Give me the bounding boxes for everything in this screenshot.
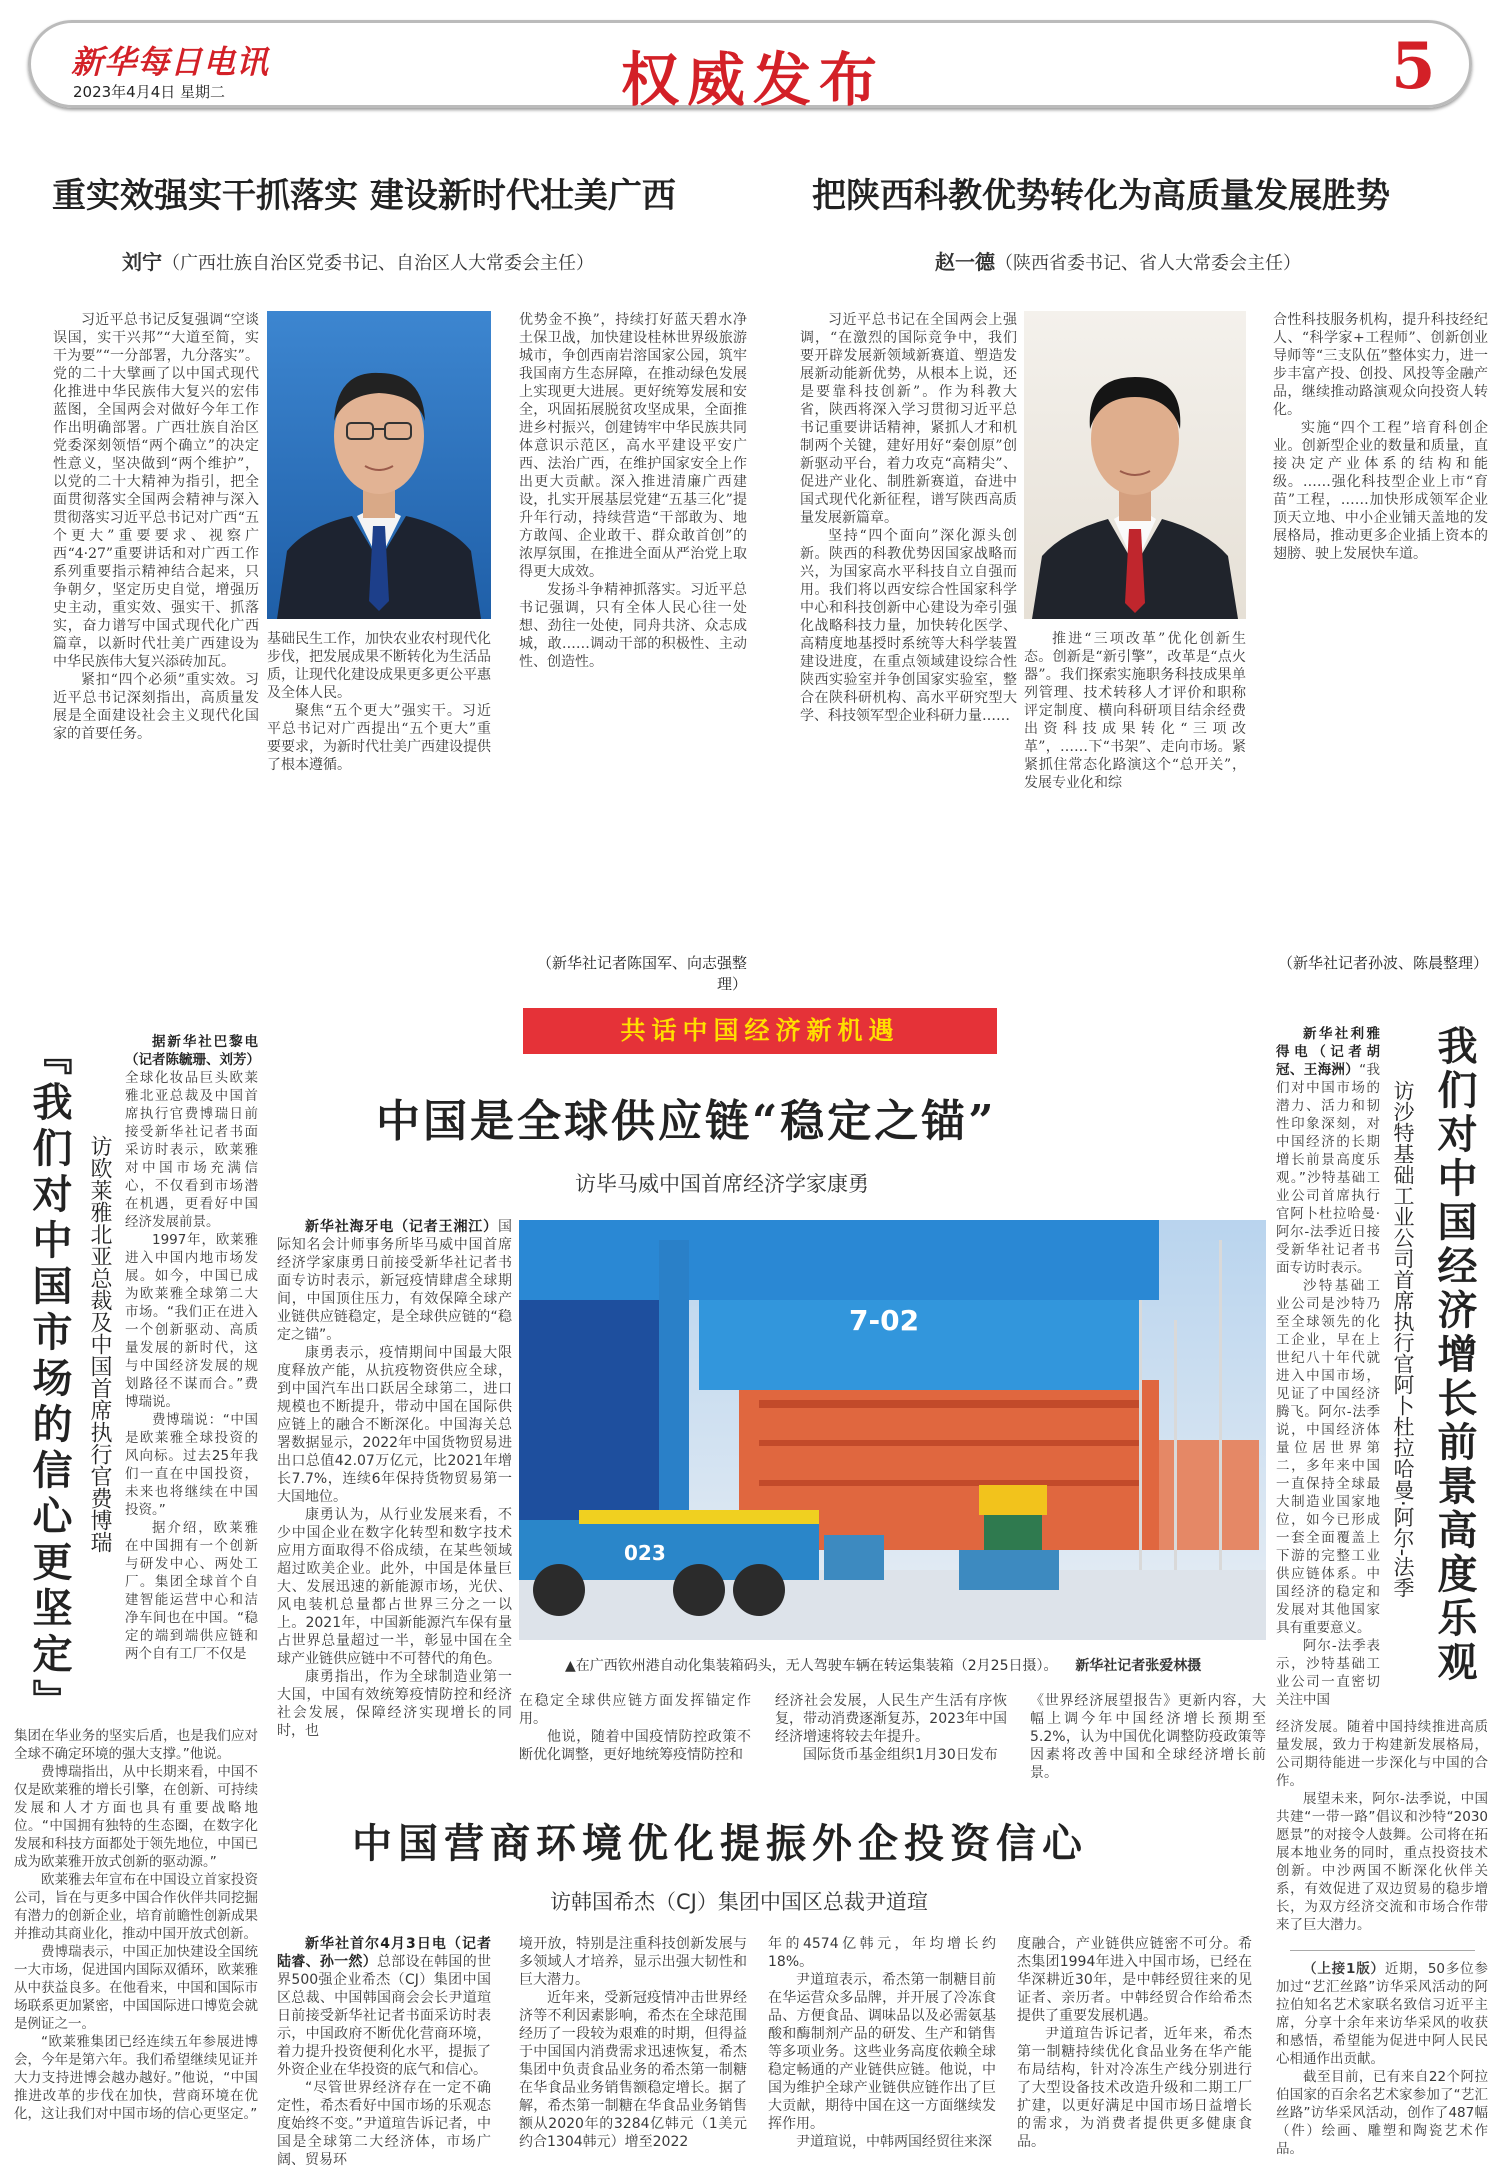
article-column	[1030, 1692, 1266, 1781]
continued-article	[1276, 1960, 1488, 2160]
article-column	[14, 1727, 258, 2157]
byline-guangxi	[122, 246, 594, 275]
vehicle-number-text: 023	[624, 1541, 666, 1565]
paragraph: 紧扣“四个必须”重实效。习近平总书记深刻指出，高质量发展是全面建设社会主义现代化国家的首要任务。	[53, 672, 259, 742]
article-subtitle-sabic: 访沙特基础工业公司首席执行官阿卜杜拉哈曼·阿尔-法季	[1391, 1080, 1415, 1599]
paragraph-text: 国际知名会计师事务所毕马威中国首席经济学家康勇日前接受新华社记者书面专访时表示，新冠疫情肆虐全球期间，中国顶住压力，有效保障全球产业链供应链稳定，是全球供应链的“稳定之锚”。	[277, 1219, 512, 1343]
article-subtitle-kpmg: 访毕马威中国首席经济学家康勇	[575, 1172, 869, 1196]
article-column	[1276, 1718, 1488, 1933]
paragraph: 展望未来，阿尔-法季说，中国共建“一带一路”倡议和沙特“2030愿景”的对接令人鼓舞。公司将在拓展本地业务的同时，重点投资技术创新。中沙两国不断深化伙伴关系，有效促进了双边贸易的稳步增长，为双方经济交流和市场合作带来了巨大潜力。	[1276, 1791, 1488, 1933]
paragraph: 尹道瑄表示，希杰第一制糖目前在华运营众多品牌，并开展了冷冻食品、方便食品、调味品以及必需氨基酸和酶制剂产品的研发、生产和销售等多项业务。这些业务高度依赖全球稳定畅通的产业链供应链。他说，中国为维护全球产业链供应链作出了巨大贡献，期待中国在这一方面继续发挥作用。	[768, 1972, 996, 2132]
article-title-kpmg: 中国是全球供应链“稳定之锚”	[376, 1096, 997, 1147]
paragraph-text: 全球化妆品巨头欧莱雅北亚总裁及中国首席执行官费博瑞日前接受新华社记者书面采访时表示，欧莱雅对中国市场充满信心，不仅看到市场潜在机遇，更看好中国经济发展前景。	[125, 1070, 258, 1230]
paragraph: 费博瑞说：“中国是欧莱雅全球投资的风向标。过去25年我们一直在中国投资，未来也将继续在中国投资。”	[125, 1412, 258, 1518]
article-column	[519, 311, 747, 947]
article-column	[768, 1935, 996, 2161]
article-column	[267, 630, 491, 975]
feature-banner: 共话中国经济新机遇	[523, 1008, 997, 1054]
article-column	[1024, 630, 1246, 975]
paragraph-text: 近期，50多位参加过“艺汇丝路”访华采风活动的阿拉伯知名艺术家联名致信习近平主席，分享十余年来访华采风的收获和感悟，希望能为促进中阿人民民心相通作出贡献。	[1276, 1961, 1488, 2067]
issue-date: 2023年4月4日 星期二	[73, 83, 226, 101]
photo-caption	[565, 1655, 1201, 1675]
paragraph: 近年来，受新冠疫情冲击世界经济等不利因素影响，希杰在全球范围经历了一段较为艰难的时期，但得益于中国国内消费需求迅速恢复，希杰集团中负责食品业务的希杰第一制糖在华食品业务销售额稳定增长。据了解，希杰第一制糖在华食品业务销售额从2020年的3284亿韩元（1美元约合1304韩元）增至2022	[519, 1990, 747, 2150]
dateline: 据新华社巴黎电（记者陈毓珊、刘芳）	[125, 1034, 260, 1068]
continued-label: （上接1版）	[1303, 1961, 1385, 1977]
dateline: 新华社首尔4月3日电（记者陆睿、孙一然）	[277, 1936, 491, 1970]
paragraph: 坚持“四个面向”深化源头创新。陕西的科教优势因国家战略而兴，为国家高水平科技自立自强而用。我们将以西安综合性国家科学中心和科技创新中心建设为牵引强化战略科技力量，加快转化医学、高精度地基授时系统等大科学装置建设进度，在重点领域建设综合性陕西实验室并争创国家实验室，整合在陕科研机构、高水平研究型大学、科技领军型企业科研力量……	[800, 528, 1017, 724]
paragraph: 聚焦“五个更大”强实干。习近平总书记对广西提出“五个更大”重要要求，为新时代壮美广西建设提供了根本遵循。	[267, 703, 491, 773]
article-column	[53, 311, 259, 975]
crane-sign-text: 7-02	[849, 1304, 920, 1337]
paragraph: 费博瑞表示，中国正加快建设全国统一大市场，促进国内国际双循环，欧莱雅从中获益良多。在他看来，中国和国际市场联系更加紧密，中国国际进口博览会就是例证之一。	[14, 1944, 258, 2032]
paragraph: 截至目前，已有来自22个阿拉伯国家的百余名艺术家参加了“艺汇丝路”访华采风活动，创作了487幅（件）绘画、雕塑和陶瓷艺术作品。	[1276, 2069, 1488, 2157]
paragraph: 实施“四个工程”培育科创企业。创新型企业的数量和质量，直接决定产业体系的结构和能级。……强化科技型企业上市“育苗”工程，……加快形成领军企业顶天立地、中小企业铺天盖地的发展格局，推动更多企业插上资本的翅膀、驶上发展快车道。	[1273, 420, 1488, 562]
article-column	[277, 1218, 512, 1778]
author-title: （陕西省委书记、省人大常委会主任）	[995, 253, 1301, 274]
photo-credit: 新华社记者张爱林摄	[1075, 1658, 1202, 1674]
paragraph: 在稳定全球供应链方面发挥锚定作用。	[519, 1693, 751, 1727]
paragraph: 尹道瑄告诉记者，近年来，希杰第一制糖持续优化食品业务在华产能布局结构，针对冷冻生产线分别进行了大型设备技术改造升级和二期工厂扩建，以更好满足中国市场日益增长的需求，为消费者提供更多健康食品。	[1017, 2026, 1252, 2150]
article-column	[1273, 311, 1488, 947]
portrait-photo-liu-ning	[267, 311, 491, 619]
page-number: 5	[1391, 29, 1436, 104]
portrait-photo-zhao-yide	[1024, 311, 1246, 619]
caption-text: ▲在广西钦州港自动化集装箱码头，无人驾驶车辆在转运集装箱（2月25日摄）。	[565, 1658, 1058, 1674]
paragraph: 境开放，特别是注重科技创新发展与多领域人才培养，显示出强大韧性和巨大潜力。	[519, 1936, 747, 1988]
paragraph: 基础民生工作，加快农业农村现代化步伐，把发展成果不断转化为生活品质，让现代化建设成果更多更公平惠及全体人民。	[267, 631, 491, 701]
article-column	[125, 1033, 258, 1725]
paragraph: 发扬斗争精神抓落实。习近平总书记强调，只有全体人民心往一处想、劲往一处使，同舟共济、众志成城，敢……调动干部的积极性、主动性、创造性。	[519, 582, 747, 670]
paragraph-text: “我们对中国市场的潜力、活力和韧性印象深刻，对中国经济的长期增长前景高度乐观。”沙特基础工业公司首席执行官阿卜杜拉哈曼·阿尔-法季近日接受新华社记者书面专访时表示。	[1276, 1062, 1381, 1276]
paragraph: 他说，随着中国疫情防控政策不断优化调整，更好地统筹疫情防控和	[519, 1729, 751, 1763]
paragraph: 习近平总书记在全国两会上强调，“在激烈的国际竞争中，我们要开辟发展新领域新赛道、塑造发展新动能新优势，从根本上说，还是要靠科技创新”。作为科教大省，陕西将深入学习贯彻习近平总书记重要讲话精神，紧抓人才和机制两个关键，建好用好“秦创原”创新驱动平台，着力攻克“高精尖”、促进产业化、制胜新赛道，奋进中国式现代化新征程，谱写陕西高质量发展新篇章。	[800, 312, 1017, 526]
paragraph: 《世界经济展望报告》更新内容，大幅上调今年中国经济增长预期至5.2%，认为中国优化调整防疫政策等因素将改善中国和全球经济增长前景。	[1030, 1693, 1266, 1781]
paragraph: 康勇指出，作为全球制造业第一大国，中国有效统筹疫情防控和经济社会发展，保障经济实现增长的同时，也	[277, 1669, 512, 1739]
paragraph: 国际货币基金组织1月30日发布	[803, 1747, 998, 1763]
paragraph: 沙特基础工业公司是沙特乃至全球领先的化工企业，早在上世纪八十年代就进入中国市场，见证了中国经济腾飞。阿尔-法季说，中国经济体量位居世界第二，多年来中国一直保持全球最大制造业国家地位，如今已形成一套全面覆盖上下游的完整工业供应链体系。中国经济的稳定和发展对其他国家具有重要意义。	[1276, 1278, 1380, 1636]
paragraph: 康勇认为，从行业发展来看，不少中国企业在数字化转型和数字技术应用方面取得不俗成绩，在某些领域超过欧美企业。此外，中国是体量巨大、发展迅速的新能源市场，光伏、风电装机总量都占世界三分之一以上。2021年，中国新能源汽车保有量占世界总量超过一半，彰显中国在全球产业链供应链中不可替代的角色。	[277, 1507, 512, 1667]
paragraph: 优势金不换”，持续打好蓝天碧水净土保卫战，加快建设桂林世界级旅游城市，争创西南岩溶国家公园，筑牢我国南方生态屏障，在推动绿色发展上实现更大进展。更好统筹发展和安全，巩固拓展脱贫攻坚成果，全面推进乡村振兴，创建铸牢中华民族共同体意识示范区，高水平建设平安广西、法治广西，在维护国家安全上作出更大贡献。深入推进清廉广西建设，扎实开展基层党建“五基三化”提升年行动，持续营造“干部敢为、地方敢闯、企业敢干、群众敢首创”的浓厚氛围，在推进全面从严治党上取得更大成效。	[519, 312, 747, 580]
article-column	[1276, 1025, 1380, 1715]
paragraph: “欧莱雅集团已经连续五年参展进博会，今年是第六年。我们希望继续见证并大力支持进博会越办越好。”他说，“中国推进改革的步伐在加快，营商环境在优化，这让我们对中国市场的信心更坚定。”	[14, 2034, 258, 2122]
dateline: 新华社海牙电（记者王湘江）	[305, 1219, 498, 1235]
paragraph: 经济发展。随着中国持续推进高质量发展，致力于构建新发展格局，公司期待能进一步深化与中国的合作。	[1276, 1719, 1488, 1789]
author-name: 刘宁	[122, 250, 162, 274]
article-title-guangxi: 重实效强实干抓落实 建设新时代壮美广西	[52, 176, 676, 216]
article-column	[800, 311, 1017, 975]
dateline: 新华社利雅得电（记者胡冠、王海洲）	[1276, 1026, 1380, 1078]
paragraph: 1997年，欧莱雅进入中国内地市场发展。如今，中国已成为欧莱雅全球第二大市场。“我们正在进入一个创新驱动、高质量发展的新时代，这与中国经济发展的规划路径不谋而合。”费博瑞说。	[125, 1232, 258, 1410]
article-column	[775, 1692, 1007, 1772]
editor-credit: （新华社记者孙波、陈晨整理）	[1277, 954, 1488, 972]
newspaper-logo: 新华每日电讯	[71, 43, 270, 81]
paragraph: 经济社会发展，人民生产生活有序恢复，带动消费逐渐复苏，2023年中国经济增速将较去年提升。	[775, 1693, 1007, 1745]
section-title: 权威发布	[621, 46, 886, 114]
paragraph: 集团在华业务的坚实后盾，也是我们应对全球不确定环境的强大支撑。”他说。	[14, 1728, 258, 1762]
paragraph: 欧莱雅去年宣布在中国设立首家投资公司，旨在与更多中国合作伙伴共同挖掘有潜力的创新企业，培育前瞻性创新成果并推动其商业化，推动中国开放式创新。	[14, 1872, 258, 1942]
author-name: 赵一德	[935, 250, 995, 274]
editor-credit: （新华社记者陈国军、向志强整理）	[536, 954, 747, 993]
paragraph: 推进“三项改革”优化创新生态。创新是“新引擎”，改革是“点火器”。我们探索实施职务科技成果单列管理、技术转移人才评价和职称评定制度、横向科研项目结余经费出资科技成果转化“三项改革”，……下“书架”、走向市场。紧紧抓住常态化路演这个“总开关”，发展专业化和综	[1024, 631, 1246, 791]
paragraph: 阿尔-法季表示，沙特基础工业公司一直密切关注中国	[1276, 1638, 1380, 1708]
byline-shaanxi	[935, 246, 1301, 275]
paragraph: “尽管世界经济存在一定不确定性，希杰看好中国市场的乐观态度始终不变。”尹道瑄告诉记者，中国是全球第二大经济体，市场广阔、贸易环	[277, 2080, 491, 2168]
article-title-sabic: 我们对中国经济增长前景高度乐观	[1431, 1025, 1478, 1685]
article-column	[1017, 1935, 1252, 2161]
paragraph: 习近平总书记反复强调“空谈误国，实干兴邦”“大道至简，实干为要”“一分部署，九分落实”。党的二十大擘画了以中国式现代化推进中华民族伟大复兴的宏伟蓝图，全国两会对做好今年工作作出明确部署。广西壮族自治区党委深刻领悟“两个确立”的决定性意义，坚决做到“两个维护”，以党的二十大精神为指引，把全面贯彻落实全国两会精神与深入贯彻落实习近平总书记对广西“五个更大”重要要求、视察广西“4·27”重要讲话和对广西工作系列重要指示精神结合起来，只争朝夕，坚定历史自觉，增强历史主动，重实效、强实干、抓落实，奋力谱写中国式现代化广西篇章，以新时代壮美广西建设为中华民族伟大复兴添砖加瓦。	[53, 312, 259, 670]
paragraph: 据介绍，欧莱雅在中国拥有一个创新与研发中心、两处工厂。集团全球首个自建智能运营中心和洁净车间也在中国。“稳定的端到端供应链和两个自有工厂不仅是	[125, 1520, 258, 1662]
paragraph: 尹道瑄说，中韩两国经贸往来深	[796, 2134, 992, 2150]
author-title: （广西壮族自治区党委书记、自治区人大常委会主任）	[162, 253, 594, 274]
article-column	[277, 1935, 491, 2168]
masthead	[28, 20, 1472, 114]
divider	[1290, 1950, 1475, 1951]
article-column	[519, 1935, 747, 2161]
article-title-cj: 中国营商环境优化提振外企投资信心	[352, 1820, 1088, 1867]
port-photo	[519, 1220, 1266, 1640]
article-subtitle-loreal: 访欧莱雅北亚总裁及中国首席执行官费博瑞	[87, 1135, 112, 1553]
article-title-loreal: 『我们对中国市场的信心更坚定』	[26, 1035, 73, 1725]
paragraph: 费博瑞指出，从中长期来看，中国不仅是欧莱雅的增长引擎，在创新、可持续发展和人才方面也具有重要战略地位。“中国拥有独特的生态圈，在数字化发展和科技方面都处于领先地位，中国已成为欧莱雅开放式创新的驱动源。”	[14, 1764, 258, 1870]
paragraph: 合性科技服务机构，提升科技经纪人、“科学家+工程师”、创新创业导师等“三支队伍”整体实力，进一步丰富产投、创投、风投等金融产品，继续推动路演观众向投资人转化。	[1273, 312, 1488, 418]
paragraph-text: 总部设在韩国的世界500强企业希杰（CJ）集团中国区总裁、中国韩国商会会长尹道瑄日前接受新华社记者书面采访时表示，中国政府不断优化营商环境，着力提升投资便利化水平，提振了外资企业在华投资的底气和信心。	[277, 1954, 491, 2078]
paragraph: 年的4574亿韩元，年均增长约18%。	[768, 1936, 996, 1970]
article-subtitle-cj: 访韩国希杰（CJ）集团中国区总裁尹道瑄	[550, 1890, 928, 1914]
article-title-shaanxi: 把陕西科教优势转化为高质量发展胜势	[812, 176, 1390, 216]
paragraph: 康勇表示，疫情期间中国最大限度释放产能，从抗疫物资供应全球，到中国汽车出口跃居全球第二，进口规模也不断提升，带动中国在国际供应链上的融合不断深化。中国海关总署数据显示，2022年中国货物贸易进出口总值42.07万亿元，比2021年增长7.7%，连续6年保持货物贸易第一大国地位。	[277, 1345, 512, 1505]
paragraph: 度融合，产业链供应链密不可分。希杰集团1994年进入中国市场，已经在华深耕近30年，是中韩经贸往来的见证者、亲历者。中韩经贸合作给希杰提供了重要发展机遇。	[1017, 1936, 1252, 2024]
article-column	[519, 1692, 751, 1772]
